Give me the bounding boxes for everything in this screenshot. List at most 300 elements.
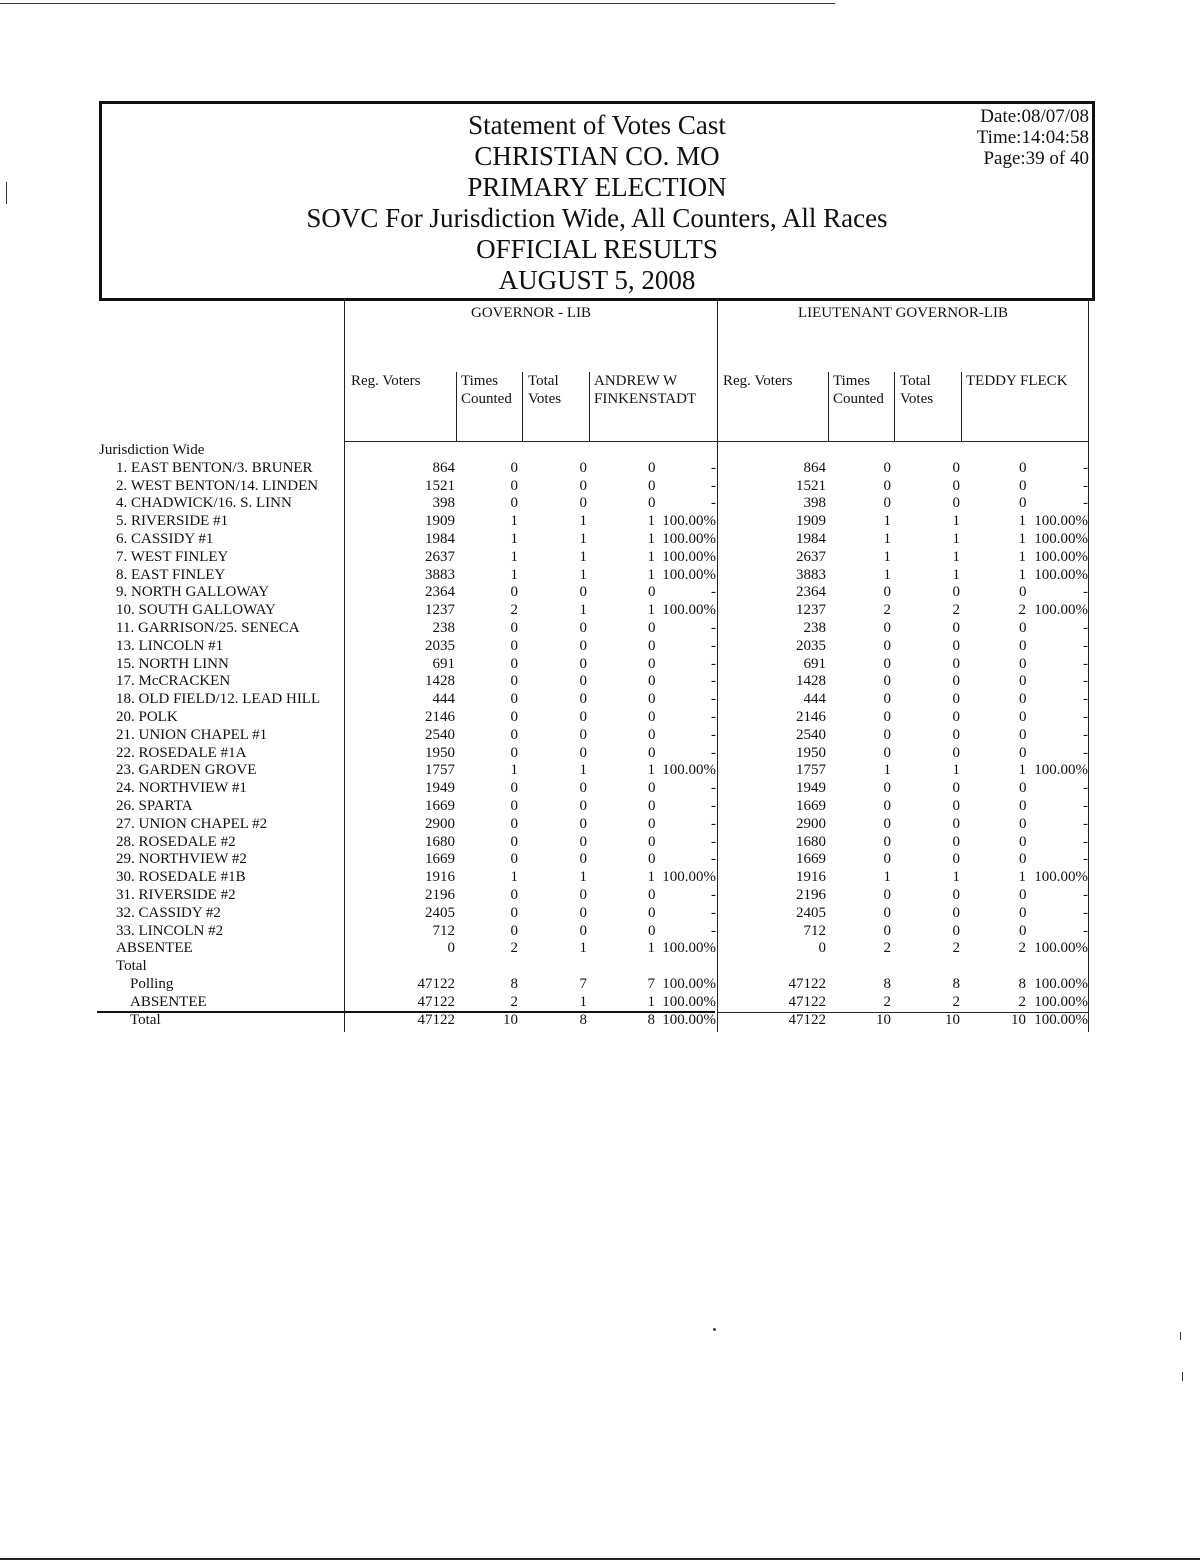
total-votes-value: 8 bbox=[952, 975, 960, 992]
candidate-votes-value: 0 bbox=[1019, 922, 1027, 939]
precinct-name: 8. EAST FINLEY bbox=[116, 566, 226, 583]
times-counted-value: 0 bbox=[510, 744, 518, 761]
total-votes-value: 0 bbox=[579, 886, 587, 903]
subcolumn-divider bbox=[456, 372, 457, 441]
candidate-votes-value: 0 bbox=[1019, 619, 1027, 636]
percent-dash: - bbox=[1083, 922, 1088, 939]
candidate-votes-value: 0 bbox=[648, 922, 656, 939]
total-votes-value: 1 bbox=[952, 513, 960, 530]
percent-dash: - bbox=[1083, 780, 1088, 797]
table-row bbox=[0, 887, 1200, 905]
candidate-votes-value: 0 bbox=[1019, 851, 1027, 868]
percent-dash: - bbox=[1083, 637, 1088, 654]
contest-title-governor: GOVERNOR - LIB bbox=[471, 305, 591, 321]
times-counted-value: 2 bbox=[883, 940, 891, 957]
reg-voters-value: 47122 bbox=[417, 975, 455, 992]
reg-voters-value: 444 bbox=[803, 691, 826, 708]
times-counted-value: 0 bbox=[510, 584, 518, 601]
times-counted-value: 0 bbox=[883, 691, 891, 708]
reg-voters-value: 1237 bbox=[796, 602, 826, 619]
candidate-votes-value: 0 bbox=[648, 833, 656, 850]
times-counted-value: 0 bbox=[883, 726, 891, 743]
reg-voters-value: 2146 bbox=[796, 708, 826, 725]
times-counted-value: 0 bbox=[510, 691, 518, 708]
candidate-votes-value: 0 bbox=[1019, 815, 1027, 832]
times-counted-value: 1 bbox=[883, 530, 891, 547]
table-row bbox=[0, 923, 1200, 941]
times-counted-value: 2 bbox=[883, 993, 891, 1010]
candidate-votes-value: 1 bbox=[1018, 762, 1026, 779]
total-votes-value: 0 bbox=[952, 584, 960, 601]
precinct-name: 24. NORTHVIEW #1 bbox=[116, 780, 247, 797]
reg-voters-value: 398 bbox=[803, 495, 826, 512]
report-title bbox=[102, 110, 1092, 296]
times-counted-value: 0 bbox=[883, 584, 891, 601]
times-counted-value: 1 bbox=[510, 530, 518, 547]
subtotal-row bbox=[0, 976, 1200, 994]
table-row bbox=[0, 851, 1200, 869]
candidate-votes-value: 8 bbox=[1018, 975, 1026, 992]
times-counted-value: 10 bbox=[503, 1011, 518, 1028]
total-votes-value: 1 bbox=[579, 548, 587, 565]
reg-voters-value: 1237 bbox=[425, 602, 455, 619]
total-votes-value: 0 bbox=[579, 780, 587, 797]
reg-voters-value: 2637 bbox=[425, 548, 455, 565]
precinct-name: 11. GARRISON/25. SENECA bbox=[116, 619, 300, 636]
total-votes-value: 0 bbox=[579, 477, 587, 494]
total-votes-value: 0 bbox=[952, 495, 960, 512]
precinct-name: Total bbox=[130, 1011, 161, 1028]
precinct-name: 18. OLD FIELD/12. LEAD HILL bbox=[116, 691, 321, 708]
times-counted-value: 0 bbox=[510, 619, 518, 636]
times-counted-value: 0 bbox=[510, 673, 518, 690]
reg-voters-value: 1669 bbox=[425, 851, 455, 868]
candidate-votes-value: 0 bbox=[1019, 708, 1027, 725]
report-date: Date:08/07/08 bbox=[980, 106, 1089, 127]
results-table bbox=[0, 442, 1200, 1029]
section-label-row bbox=[0, 442, 1200, 460]
total-votes-value: 1 bbox=[952, 566, 960, 583]
total-votes-value: 0 bbox=[952, 922, 960, 939]
times-counted-value: 0 bbox=[883, 922, 891, 939]
precinct-name: 27. UNION CHAPEL #2 bbox=[116, 815, 268, 832]
reg-voters-value: 2035 bbox=[796, 637, 826, 654]
candidate-votes-value: 10 bbox=[1011, 1011, 1026, 1028]
subcolumn-divider bbox=[894, 372, 895, 441]
percent-dash: - bbox=[1083, 851, 1088, 868]
contest-title-lt-governor: LIEUTENANT GOVERNOR-LIB bbox=[797, 305, 1009, 321]
candidate-votes-value: 1 bbox=[647, 869, 655, 886]
times-counted-value: 0 bbox=[883, 495, 891, 512]
table-row bbox=[0, 460, 1200, 478]
table-row bbox=[0, 691, 1200, 709]
total-votes-value: 0 bbox=[579, 673, 587, 690]
candidate-percent-value: 100.00% bbox=[662, 513, 716, 530]
times-counted-value: 1 bbox=[883, 869, 891, 886]
reg-voters-value: 1984 bbox=[796, 530, 826, 547]
total-votes-value: 0 bbox=[579, 459, 587, 476]
reg-voters-value: 1984 bbox=[425, 530, 455, 547]
times-counted-value: 0 bbox=[883, 780, 891, 797]
times-counted-value: 8 bbox=[510, 975, 518, 992]
candidate-votes-value: 1 bbox=[1018, 513, 1026, 530]
candidate-percent-value: 100.00% bbox=[662, 993, 716, 1010]
candidate-percent-value: 100.00% bbox=[1034, 869, 1088, 886]
column-total-votes bbox=[528, 372, 561, 408]
candidate-votes-value: 0 bbox=[1019, 797, 1027, 814]
subcolumn-divider bbox=[828, 372, 829, 441]
times-counted-value: 1 bbox=[510, 513, 518, 530]
percent-dash: - bbox=[711, 584, 716, 601]
table-row bbox=[0, 656, 1200, 674]
total-votes-value: 0 bbox=[579, 637, 587, 654]
total-votes-value: 7 bbox=[579, 975, 587, 992]
candidate-votes-value: 0 bbox=[648, 673, 656, 690]
candidate-percent-value: 100.00% bbox=[1034, 940, 1088, 957]
candidate-percent-value: 100.00% bbox=[1034, 1011, 1088, 1028]
times-counted-value: 0 bbox=[510, 708, 518, 725]
percent-dash: - bbox=[711, 655, 716, 672]
percent-dash: - bbox=[711, 708, 716, 725]
times-counted-value: 1 bbox=[883, 548, 891, 565]
candidate-votes-value: 8 bbox=[647, 1011, 655, 1028]
percent-dash: - bbox=[1083, 904, 1088, 921]
candidate-votes-value: 0 bbox=[648, 708, 656, 725]
candidate-votes-value: 0 bbox=[648, 691, 656, 708]
scan-mark bbox=[1182, 1372, 1183, 1381]
percent-dash: - bbox=[711, 815, 716, 832]
candidate-votes-value: 0 bbox=[1019, 673, 1027, 690]
precinct-name: ABSENTEE bbox=[116, 940, 193, 957]
candidate-votes-value: 0 bbox=[1019, 477, 1027, 494]
candidate-votes-value: 1 bbox=[1018, 530, 1026, 547]
precinct-name: 9. NORTH GALLOWAY bbox=[116, 584, 270, 601]
candidate-votes-value: 0 bbox=[1019, 904, 1027, 921]
reg-voters-value: 47122 bbox=[788, 975, 826, 992]
precinct-name: ABSENTEE bbox=[130, 993, 207, 1010]
total-votes-value: 0 bbox=[952, 477, 960, 494]
candidate-votes-value: 0 bbox=[1019, 637, 1027, 654]
precinct-name: 32. CASSIDY #2 bbox=[116, 904, 221, 921]
total-votes-value: 1 bbox=[579, 762, 587, 779]
total-votes-value: 0 bbox=[952, 797, 960, 814]
times-counted-value: 0 bbox=[510, 922, 518, 939]
candidate-percent-value: 100.00% bbox=[1034, 993, 1088, 1010]
times-counted-value: 10 bbox=[876, 1011, 891, 1028]
total-votes-value: 0 bbox=[579, 851, 587, 868]
precinct-name: 22. ROSEDALE #1A bbox=[116, 744, 247, 761]
candidate-votes-value: 0 bbox=[648, 619, 656, 636]
total-votes-value: 0 bbox=[952, 726, 960, 743]
reg-voters-value: 1949 bbox=[425, 780, 455, 797]
reg-voters-value: 1428 bbox=[796, 673, 826, 690]
percent-dash: - bbox=[711, 726, 716, 743]
total-votes-value: 0 bbox=[952, 655, 960, 672]
precinct-name: 4. CHADWICK/16. S. LINN bbox=[116, 495, 292, 512]
percent-dash: - bbox=[711, 673, 716, 690]
percent-dash: - bbox=[1083, 459, 1088, 476]
times-counted-value: 1 bbox=[510, 548, 518, 565]
total-votes-value: 0 bbox=[579, 744, 587, 761]
percent-dash: - bbox=[711, 744, 716, 761]
total-votes-value: 0 bbox=[952, 904, 960, 921]
table-row bbox=[0, 762, 1200, 780]
candidate-percent-value: 100.00% bbox=[662, 762, 716, 779]
reg-voters-value: 1950 bbox=[796, 744, 826, 761]
candidate-votes-value: 0 bbox=[648, 459, 656, 476]
candidate-votes-value: 1 bbox=[647, 530, 655, 547]
percent-dash: - bbox=[711, 922, 716, 939]
times-counted-value: 0 bbox=[510, 815, 518, 832]
times-counted-value: 0 bbox=[883, 619, 891, 636]
header-word: Total bbox=[528, 373, 559, 389]
header-word: Votes bbox=[900, 391, 934, 407]
total-votes-value: 10 bbox=[945, 1011, 960, 1028]
precinct-name: 2. WEST BENTON/14. LINDEN bbox=[116, 477, 319, 494]
times-counted-value: 0 bbox=[883, 851, 891, 868]
times-counted-value: 0 bbox=[510, 459, 518, 476]
candidate-percent-value: 100.00% bbox=[662, 548, 716, 565]
reg-voters-value: 1669 bbox=[796, 797, 826, 814]
total-votes-value: 0 bbox=[579, 922, 587, 939]
total-votes-value: 1 bbox=[579, 513, 587, 530]
precinct-name: 33. LINCOLN #2 bbox=[116, 922, 224, 939]
total-votes-value: 1 bbox=[952, 762, 960, 779]
precinct-name: 15. NORTH LINN bbox=[116, 655, 229, 672]
percent-dash: - bbox=[1083, 797, 1088, 814]
percent-dash: - bbox=[711, 477, 716, 494]
column-reg-voters: Reg. Voters bbox=[351, 373, 421, 389]
candidate-votes-value: 1 bbox=[647, 993, 655, 1010]
times-counted-value: 0 bbox=[510, 886, 518, 903]
candidate-votes-value: 0 bbox=[1019, 726, 1027, 743]
percent-dash: - bbox=[711, 619, 716, 636]
header-word: FINKENSTADT bbox=[594, 391, 697, 407]
candidate-votes-value: 1 bbox=[647, 762, 655, 779]
table-row bbox=[0, 478, 1200, 496]
candidate-votes-value: 0 bbox=[1019, 691, 1027, 708]
times-counted-value: 8 bbox=[883, 975, 891, 992]
times-counted-value: 0 bbox=[510, 833, 518, 850]
times-counted-value: 0 bbox=[883, 459, 891, 476]
reg-voters-value: 1521 bbox=[425, 477, 455, 494]
table-row bbox=[0, 905, 1200, 923]
percent-dash: - bbox=[1083, 655, 1088, 672]
table-row bbox=[0, 673, 1200, 691]
reg-voters-value: 1950 bbox=[425, 744, 455, 761]
times-counted-value: 0 bbox=[510, 637, 518, 654]
candidate-votes-value: 7 bbox=[647, 975, 655, 992]
candidate-percent-value: 100.00% bbox=[1034, 975, 1088, 992]
candidate-votes-value: 1 bbox=[1018, 548, 1026, 565]
report-header bbox=[99, 101, 1095, 301]
candidate-votes-value: 1 bbox=[647, 602, 655, 619]
percent-dash: - bbox=[1083, 815, 1088, 832]
reg-voters-value: 47122 bbox=[788, 993, 826, 1010]
total-votes-value: 2 bbox=[952, 940, 960, 957]
precinct-name: 20. POLK bbox=[116, 708, 178, 725]
title-line: PRIMARY ELECTION bbox=[467, 172, 727, 202]
candidate-percent-value: 100.00% bbox=[662, 1011, 716, 1028]
column-candidate bbox=[594, 372, 696, 408]
candidate-percent-value: 100.00% bbox=[1034, 762, 1088, 779]
times-counted-value: 2 bbox=[510, 602, 518, 619]
total-votes-value: 1 bbox=[952, 530, 960, 547]
table-row bbox=[0, 495, 1200, 513]
total-votes-value: 1 bbox=[952, 869, 960, 886]
table-row bbox=[0, 513, 1200, 531]
header-word: Times bbox=[461, 373, 498, 389]
candidate-percent-value: 100.00% bbox=[662, 869, 716, 886]
times-counted-value: 1 bbox=[883, 513, 891, 530]
times-counted-value: 0 bbox=[883, 477, 891, 494]
times-counted-value: 1 bbox=[510, 566, 518, 583]
precinct-name: 13. LINCOLN #1 bbox=[116, 637, 224, 654]
times-counted-value: 0 bbox=[883, 673, 891, 690]
table-row bbox=[0, 816, 1200, 834]
table-row bbox=[0, 869, 1200, 887]
candidate-percent-value: 100.00% bbox=[662, 566, 716, 583]
report-meta bbox=[977, 106, 1089, 169]
column-times-counted bbox=[833, 372, 884, 408]
candidate-votes-value: 0 bbox=[648, 637, 656, 654]
percent-dash: - bbox=[1083, 495, 1088, 512]
times-counted-value: 0 bbox=[883, 797, 891, 814]
percent-dash: - bbox=[711, 904, 716, 921]
percent-dash: - bbox=[711, 780, 716, 797]
total-votes-value: 1 bbox=[579, 993, 587, 1010]
percent-dash: - bbox=[1083, 691, 1088, 708]
subcolumn-divider bbox=[522, 372, 523, 441]
table-row bbox=[0, 531, 1200, 549]
candidate-votes-value: 0 bbox=[1019, 833, 1027, 850]
total-votes-value: 0 bbox=[952, 815, 960, 832]
reg-voters-value: 238 bbox=[432, 619, 455, 636]
times-counted-value: 1 bbox=[510, 762, 518, 779]
total-votes-value: 1 bbox=[579, 869, 587, 886]
reg-voters-value: 1428 bbox=[425, 673, 455, 690]
table-row bbox=[0, 727, 1200, 745]
percent-dash: - bbox=[711, 833, 716, 850]
title-line: SOVC For Jurisdiction Wide, All Counters, All Races bbox=[306, 203, 888, 233]
reg-voters-value: 1909 bbox=[796, 513, 826, 530]
row-label: Total bbox=[116, 958, 147, 975]
candidate-percent-value: 100.00% bbox=[662, 940, 716, 957]
header-word: ANDREW W bbox=[594, 373, 678, 389]
candidate-percent-value: 100.00% bbox=[662, 530, 716, 547]
reg-voters-value: 2196 bbox=[425, 886, 455, 903]
scan-mark bbox=[6, 182, 7, 204]
total-votes-value: 0 bbox=[579, 815, 587, 832]
table-row bbox=[0, 940, 1200, 958]
candidate-votes-value: 0 bbox=[648, 815, 656, 832]
candidate-votes-value: 0 bbox=[648, 495, 656, 512]
percent-dash: - bbox=[1083, 708, 1088, 725]
precinct-name: 26. SPARTA bbox=[116, 797, 193, 814]
percent-dash: - bbox=[711, 637, 716, 654]
total-votes-value: 8 bbox=[579, 1011, 587, 1028]
percent-dash: - bbox=[711, 886, 716, 903]
candidate-votes-value: 1 bbox=[647, 566, 655, 583]
reg-voters-value: 1757 bbox=[796, 762, 826, 779]
grand-total-row bbox=[0, 1012, 1200, 1030]
reg-voters-value: 47122 bbox=[788, 1011, 826, 1028]
precinct-name: 31. RIVERSIDE #2 bbox=[116, 886, 236, 903]
candidate-percent-value: 100.00% bbox=[1034, 530, 1088, 547]
precinct-name: 21. UNION CHAPEL #1 bbox=[116, 726, 268, 743]
candidate-percent-value: 100.00% bbox=[662, 975, 716, 992]
scan-mark bbox=[1180, 1332, 1181, 1340]
total-votes-value: 1 bbox=[579, 566, 587, 583]
table-row bbox=[0, 780, 1200, 798]
candidate-percent-value: 100.00% bbox=[1034, 566, 1088, 583]
table-row bbox=[0, 602, 1200, 620]
candidate-percent-value: 100.00% bbox=[662, 602, 716, 619]
column-candidate bbox=[966, 372, 1068, 390]
scan-speck bbox=[713, 1328, 716, 1331]
reg-voters-value: 712 bbox=[803, 922, 826, 939]
scan-bottom-rule bbox=[0, 1558, 1200, 1560]
times-counted-value: 0 bbox=[883, 815, 891, 832]
candidate-votes-value: 1 bbox=[1018, 869, 1026, 886]
reg-voters-value: 2900 bbox=[425, 815, 455, 832]
candidate-votes-value: 2 bbox=[1018, 940, 1026, 957]
table-row bbox=[0, 798, 1200, 816]
times-counted-value: 0 bbox=[510, 477, 518, 494]
total-votes-value: 0 bbox=[952, 708, 960, 725]
total-votes-value: 0 bbox=[952, 459, 960, 476]
total-votes-value: 1 bbox=[579, 940, 587, 957]
reg-voters-value: 1916 bbox=[796, 869, 826, 886]
total-votes-value: 0 bbox=[579, 726, 587, 743]
reg-voters-value: 1949 bbox=[796, 780, 826, 797]
reg-voters-value: 691 bbox=[803, 655, 826, 672]
total-votes-value: 0 bbox=[579, 655, 587, 672]
candidate-votes-value: 0 bbox=[1019, 744, 1027, 761]
times-counted-value: 0 bbox=[883, 886, 891, 903]
total-votes-value: 0 bbox=[579, 691, 587, 708]
times-counted-value: 1 bbox=[510, 869, 518, 886]
reg-voters-value: 1669 bbox=[425, 797, 455, 814]
total-votes-value: 0 bbox=[579, 584, 587, 601]
reg-voters-value: 444 bbox=[432, 691, 455, 708]
header-word: Total bbox=[900, 373, 931, 389]
times-counted-value: 1 bbox=[883, 762, 891, 779]
percent-dash: - bbox=[1083, 886, 1088, 903]
times-counted-value: 0 bbox=[883, 708, 891, 725]
reg-voters-value: 238 bbox=[803, 619, 826, 636]
candidate-votes-value: 1 bbox=[647, 548, 655, 565]
section-label-row bbox=[0, 958, 1200, 976]
precinct-name: 6. CASSIDY #1 bbox=[116, 530, 214, 547]
total-votes-value: 0 bbox=[952, 744, 960, 761]
candidate-votes-value: 0 bbox=[1019, 495, 1027, 512]
percent-dash: - bbox=[711, 691, 716, 708]
reg-voters-value: 1680 bbox=[796, 833, 826, 850]
precinct-name: 7. WEST FINLEY bbox=[116, 548, 229, 565]
reg-voters-value: 1757 bbox=[425, 762, 455, 779]
percent-dash: - bbox=[1083, 744, 1088, 761]
precinct-name: 28. ROSEDALE #2 bbox=[116, 833, 236, 850]
reg-voters-value: 1521 bbox=[796, 477, 826, 494]
precinct-name: 17. McCRACKEN bbox=[116, 673, 231, 690]
percent-dash: - bbox=[1083, 726, 1088, 743]
total-votes-value: 0 bbox=[952, 886, 960, 903]
candidate-votes-value: 0 bbox=[648, 726, 656, 743]
candidate-votes-value: 0 bbox=[648, 904, 656, 921]
total-votes-value: 0 bbox=[952, 619, 960, 636]
precinct-name: 5. RIVERSIDE #1 bbox=[116, 513, 229, 530]
